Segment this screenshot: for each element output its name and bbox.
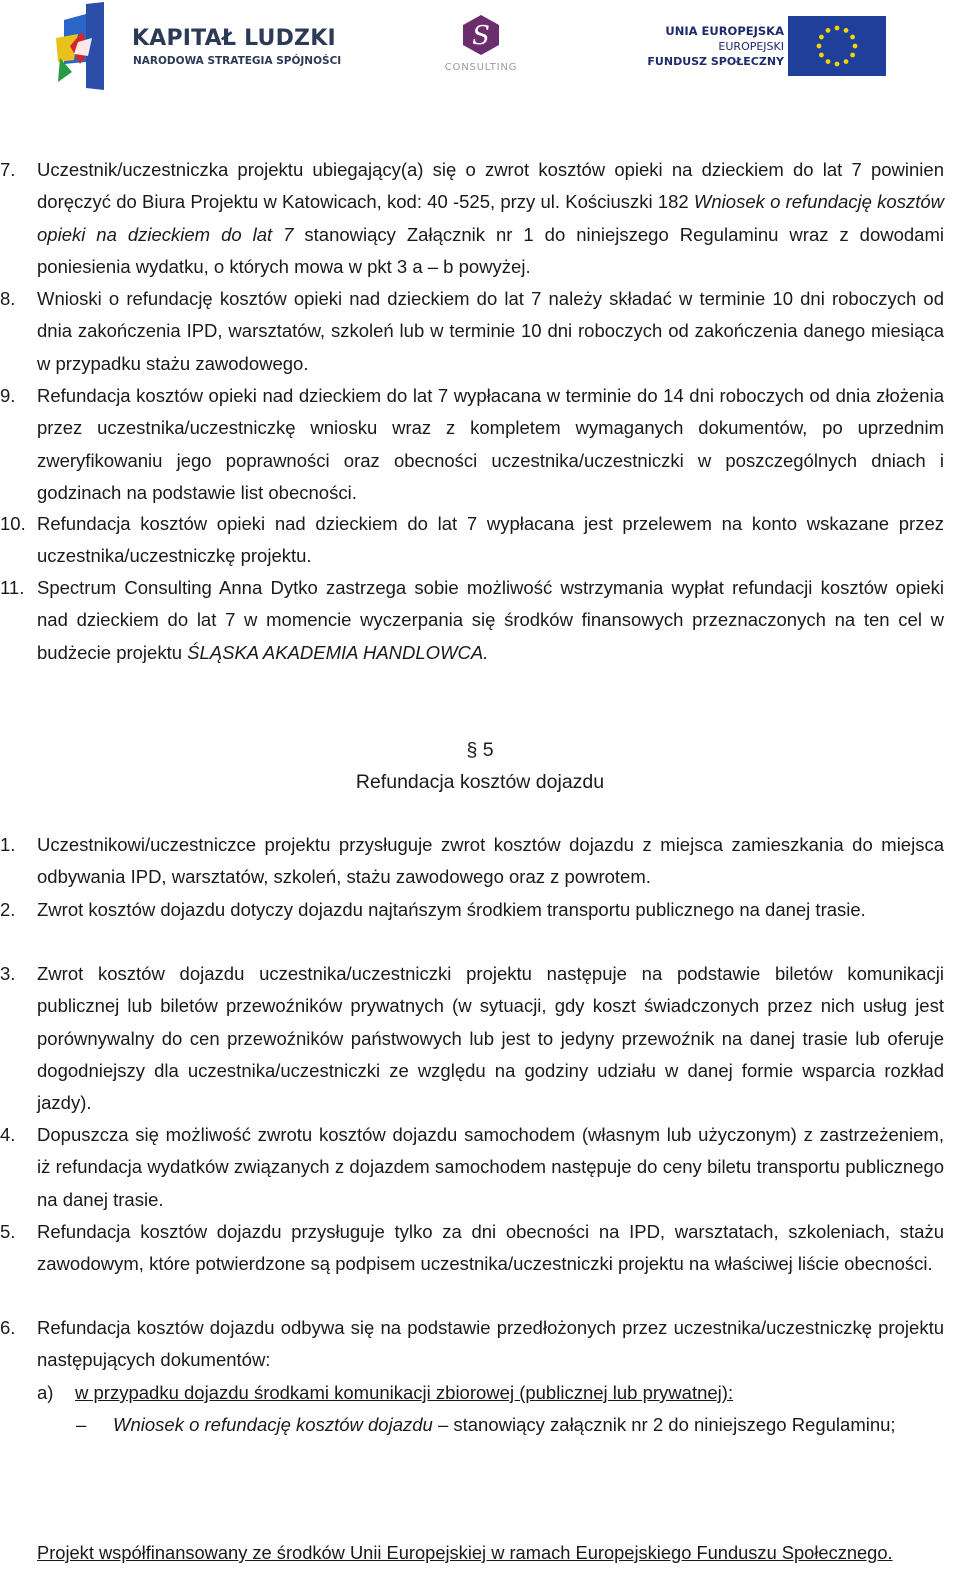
item-number: 11. xyxy=(0,577,25,598)
list-item xyxy=(0,1312,944,1378)
item-text: Refundacja kosztów opieki nad dzieckiem do lat 7 wypłacana w terminie do 14 dni roboczych od dnia złożenia przez uczestnika/uczestniczkę wniosku wraz z kompletem wymaganych dokumentów, po uprzednim zweryfikowaniu jego poprawności oraz obecności uczestnika/uczestniczki w poszczególnych dniach i godzinach na podstawie list obecności. xyxy=(37,385,944,503)
list-item xyxy=(0,1119,944,1217)
list-item xyxy=(0,1216,944,1314)
dash-item-text: Wniosek o refundację kosztów dojazdu – stanowiący załącznik nr 2 do niniejszego Regulaminu; xyxy=(113,1414,896,1435)
list-item xyxy=(0,380,944,510)
dash-list-item xyxy=(76,1409,944,1475)
item-number: 5. xyxy=(0,1221,16,1242)
sub-item-label: a) xyxy=(37,1382,54,1403)
page-footer: Projekt współfinansowany ze środków Unii Europejskiej w ramach Europejskiego Funduszu Społecznego. xyxy=(37,1542,893,1563)
item-number: 9. xyxy=(0,385,16,406)
ue-line-3: FUNDUSZ SPOŁECZNY xyxy=(647,55,784,68)
spectrum-consulting-logo xyxy=(440,14,522,80)
section-mark: § 5 xyxy=(466,739,494,761)
item-text: Wnioski o refundację kosztów opieki nad dzieckiem do lat 7 należy składać w terminie 10 dni roboczych od dnia zakończenia IPD, warsztatów, szkoleń lub w terminie 10 dni roboczych od zakończenia danego miesiąca w przypadku stażu zawodowego. xyxy=(37,288,944,374)
italic-form-name: Wniosek o refundację kosztów dojazdu xyxy=(113,1414,433,1435)
item-number: 7. xyxy=(0,159,16,180)
item-text: Refundacja kosztów opieki nad dzieckiem do lat 7 wypłacana jest przelewem na konto wskazane przez uczestnika/uczestniczkę projektu. xyxy=(37,513,944,567)
list-item xyxy=(0,829,944,895)
list-item xyxy=(0,958,944,1120)
item-number: 6. xyxy=(0,1317,16,1338)
kapital-ludzki-subtitle: NARODOWA STRATEGIA SPÓJNOŚCI xyxy=(133,55,342,67)
item-number: 8. xyxy=(0,288,16,309)
item-text: Refundacja kosztów dojazdu przysługuje tylko za dni obecności na IPD, warsztatach, szkoleniach, stażu zawodowym, które potwierdzone są podpisem uczestnika/uczestniczki projektu na właściwej liście obecności. xyxy=(37,1221,944,1275)
list-item xyxy=(0,508,944,574)
item-number: 3. xyxy=(0,963,16,984)
list-item xyxy=(0,894,944,960)
item-text: Refundacja kosztów dojazdu odbywa się na podstawie przedłożonych przez uczestnika/uczestniczkę projektu następujących dokumentów: xyxy=(37,1317,944,1371)
item-text: Uczestnik/uczestniczka projektu ubiegający(a) się o zwrot kosztów opieki na dzieckiem do lat 7 powinien doręczyć do Biura Projektu w Katowicach, kod: 40 -525, przy ul. Kościuszki 182 Wniosek o refundację kosztów opieki na dzieckiem do lat 7 stanowiący Załącznik nr 1 do niniejszego Regulaminu wraz z dowodami poniesienia wydatku, o których mowa w pkt 3 a – b powyżej. xyxy=(37,159,944,277)
italic-project-name: ŚLĄSKA AKADEMIA HANDLOWCA. xyxy=(187,641,489,663)
ue-line-1: UNIA EUROPEJSKA xyxy=(665,24,784,38)
sub-item-text: w przypadku dojazdu środkami komunikacji zbiorowej (publicznej lub prywatnej): xyxy=(75,1382,734,1403)
list-item xyxy=(0,154,944,284)
item-number: 1. xyxy=(0,834,16,855)
consulting-label: CONSULTING xyxy=(444,62,518,73)
item-number: 2. xyxy=(0,899,16,920)
ue-caption xyxy=(647,24,784,69)
list-item xyxy=(0,572,944,670)
eu-flag-icon xyxy=(788,16,886,76)
item-text: Dopuszcza się możliwość zwrotu kosztów dojazdu samochodem (własnym lub użyczonym) z zastrzeżeniem, iż refundacja wydatków związanych z dojazdem samochodem następuje do ceny biletu transportu publicznego na danej trasie. xyxy=(37,1124,944,1210)
item-text: Zwrot kosztów dojazdu uczestnika/uczestniczki projektu następuje na podstawie biletów komunikacji publicznej lub biletów przewoźników prywatnych (w sytuacji, gdy koszt świadczonych przez nich usług jest porównywalny do cen przewoźników państwowych lub jest to jedyny przewoźnik na danej trasie lub oferuje dogodniejszy dla uczestnika/uczestniczki ze względu na godziny udziału w danej formie wsparcia rozkład jazdy). xyxy=(37,963,944,1114)
item-number: 10. xyxy=(0,513,26,534)
section-title: Refundacja kosztów dojazdu xyxy=(355,771,605,793)
kapital-ludzki-logo xyxy=(52,2,342,92)
kapital-ludzki-emblem-icon xyxy=(52,2,132,92)
item-text: Uczestnikowi/uczestniczce projektu przysługuje zwrot kosztów dojazdu z miejsca zamieszkania do miejsca odbywania IPD, warsztatów, szkoleń, stażu zawodowego oraz z powrotem. xyxy=(37,834,944,888)
item-text: Spectrum Consulting Anna Dytko zastrzega sobie możliwość wstrzymania wypłat refundacji kosztów opieki nad dzieckiem do lat 7 w momencie wyczerpania się środków finansowych przeznaczonych na ten cel w budżecie projektu ŚLĄSKA AKADEMIA HANDLOWCA. xyxy=(37,577,944,663)
item-number: 4. xyxy=(0,1124,16,1145)
ue-line-2: EUROPEJSKI xyxy=(718,40,784,53)
list-item xyxy=(0,283,944,380)
unia-europejska-logo xyxy=(647,16,898,76)
kapital-ludzki-title: KAPITAŁ LUDZKI xyxy=(132,26,336,51)
page-header xyxy=(0,0,960,100)
dash-mark: – xyxy=(76,1414,87,1435)
spectrum-s-icon xyxy=(460,14,502,56)
italic-title: Wniosek o refundację kosztów opieki na dzieckiem do lat 7 xyxy=(37,191,944,245)
item-text: Zwrot kosztów dojazdu dotyczy dojazdu najtańszym środkiem transportu publicznego na danej trasie. xyxy=(37,899,866,920)
svg-text:S: S xyxy=(472,21,490,51)
sub-list-item xyxy=(37,1377,944,1410)
